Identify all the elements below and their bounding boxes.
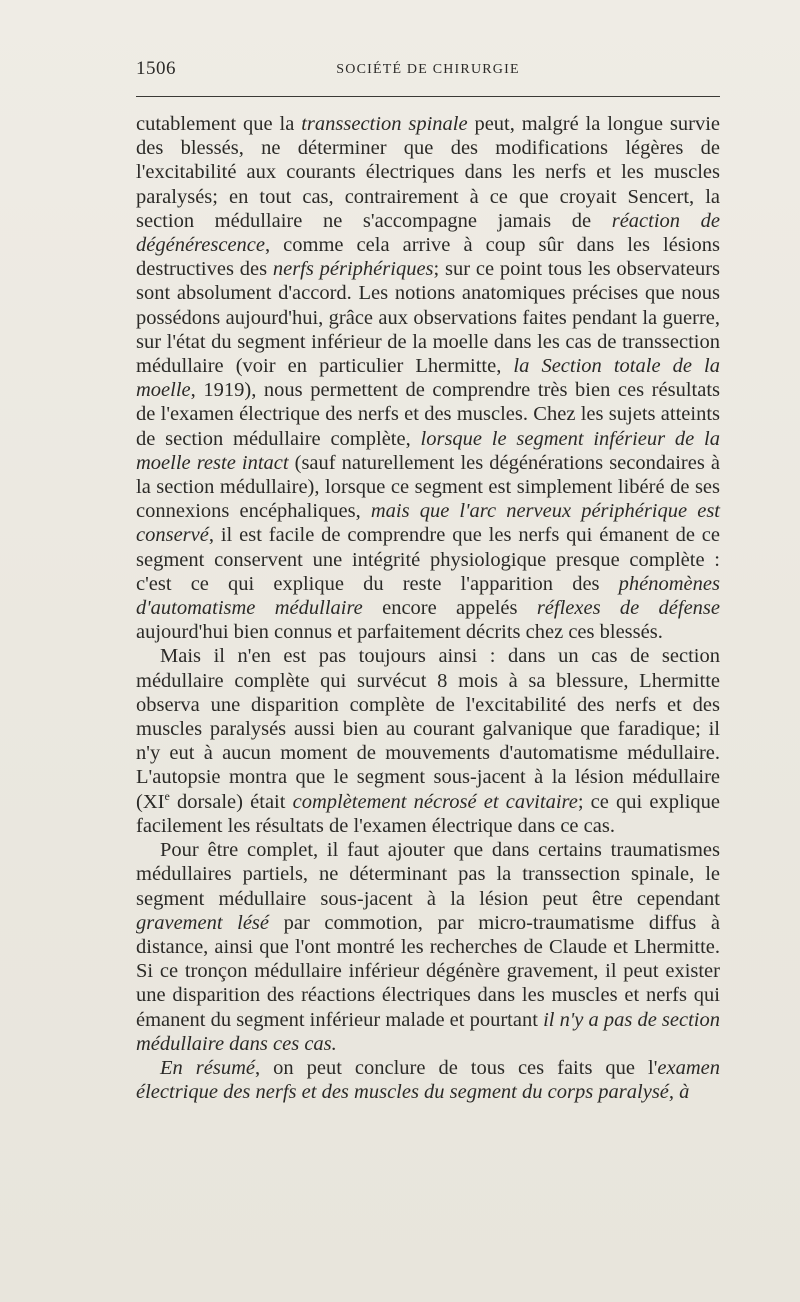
text-run: cutablement que la	[136, 113, 302, 135]
italic-run: gravement lésé	[136, 911, 269, 934]
text-run: ; sur ce point tous les observateurs sont absolument d'accord. Les notions anatomiques précises que nous possédons aujourd'hui, grâce aux observations faites pendant la guerre, sur l'état du segment inférieur de la moelle dans les cas de transsection médullaire (voir en particulier Lhermitte,	[136, 258, 721, 378]
text-run: dorsale) était	[169, 790, 293, 813]
italic-run: examen électrique des nerfs et des muscles du segment du corps paralysé, à	[136, 1056, 721, 1104]
text-run: , on peut conclure de tous ces faits que l'	[254, 1056, 658, 1079]
italic-run: En résumé	[160, 1056, 255, 1079]
italic-run: il n'y a pas de section médullaire dans ces cas.	[136, 1008, 720, 1055]
italic-run: réflexes de défense	[536, 597, 720, 620]
text-run: , comme cela arrive à coup sûr dans les lésions destructives des	[136, 234, 720, 281]
text-run: , il est facile de comprendre que les nerfs qui émanent de ce segment conservent une intégrité physiologique presque complète : c'est ce qui explique du reste l'apparition des	[136, 524, 720, 595]
italic-run: lorsque le segment inférieur de la moelle reste intact	[136, 427, 720, 474]
body-text	[136, 112, 720, 1104]
text-run: Pour être complet, il faut ajouter que dans certains traumatismes médullaires partiels, ne déterminant pas la transsection spinale, le segment médullaire sous-jacent à la lésion peut être cependant	[136, 839, 720, 910]
italic-run: nerfs périphériques	[272, 258, 434, 281]
paragraph	[136, 644, 720, 838]
text-run: ; ce qui explique facilement les résultats de l'examen électrique dans ce cas.	[136, 790, 720, 837]
text-run: aujourd'hui bien connus et parfaitement décrits chez ces blessés.	[136, 621, 663, 644]
italic-run: transsection spinale	[301, 113, 468, 135]
italic-run: réaction de dégénérescence	[136, 209, 720, 257]
page-header	[136, 58, 720, 84]
header-rule	[136, 96, 720, 97]
superscript-run: e	[164, 788, 170, 803]
text-run: Mais il n'en est pas toujours ainsi : dans un cas de section médullaire complète qui survécut 8 mois à sa blessure, Lhermitte observa une disparition complète de l'excitabilité des nerfs et des muscles paralysés aussi bien au courant galvanique que faradique; il n'y eut à aucun moment de mouvements d'automatisme médullaire. L'autopsie montra que le segment sous-jacent à la lésion médullaire (XI	[136, 645, 720, 813]
italic-run: la Section totale de la moelle	[136, 355, 720, 402]
text-run: (sauf naturellement les dégénérations secondaires à la section médullaire), lorsque ce segment est simplement libéré de ses connexions encéphaliques,	[136, 451, 720, 523]
italic-run: phénomènes d'automatisme médullaire	[136, 572, 720, 620]
paragraph	[136, 838, 720, 1056]
paragraph	[136, 1056, 720, 1104]
italic-run: complètement nécrosé et cavitaire	[292, 790, 578, 813]
page-number: 1506	[136, 58, 176, 79]
text-run: , 1919), nous permettent de comprendre très bien ces résultats de l'examen électrique des nerfs et des muscles. Chez les sujets atteints de section médullaire complète,	[136, 379, 720, 450]
paragraph	[136, 112, 720, 644]
running-title: SOCIÉTÉ DE CHIRURGIE	[336, 62, 520, 77]
text-run: peut, malgré la longue survie des blessés, ne déterminer que des modifications légères de l'excitabilité aux courants électriques dans les nerfs et les muscles paralysés; en tout cas, contrairement à ce que croyait Sencert, la section médullaire ne s'accompagne jamais de	[136, 113, 721, 232]
text-run: par commotion, par micro-traumatisme diffus à distance, ainsi que l'ont montré les recherches de Claude et Lhermitte. Si ce tronçon médullaire inférieur dégénère gravement, il peut exister une disparition des réactions électriques dans les muscles et nerfs qui émanent du segment inférieur malade et pourtant	[136, 911, 720, 1031]
italic-run: mais que l'arc nerveux périphérique est conservé	[136, 500, 720, 547]
text-run: encore appelés	[362, 597, 537, 620]
